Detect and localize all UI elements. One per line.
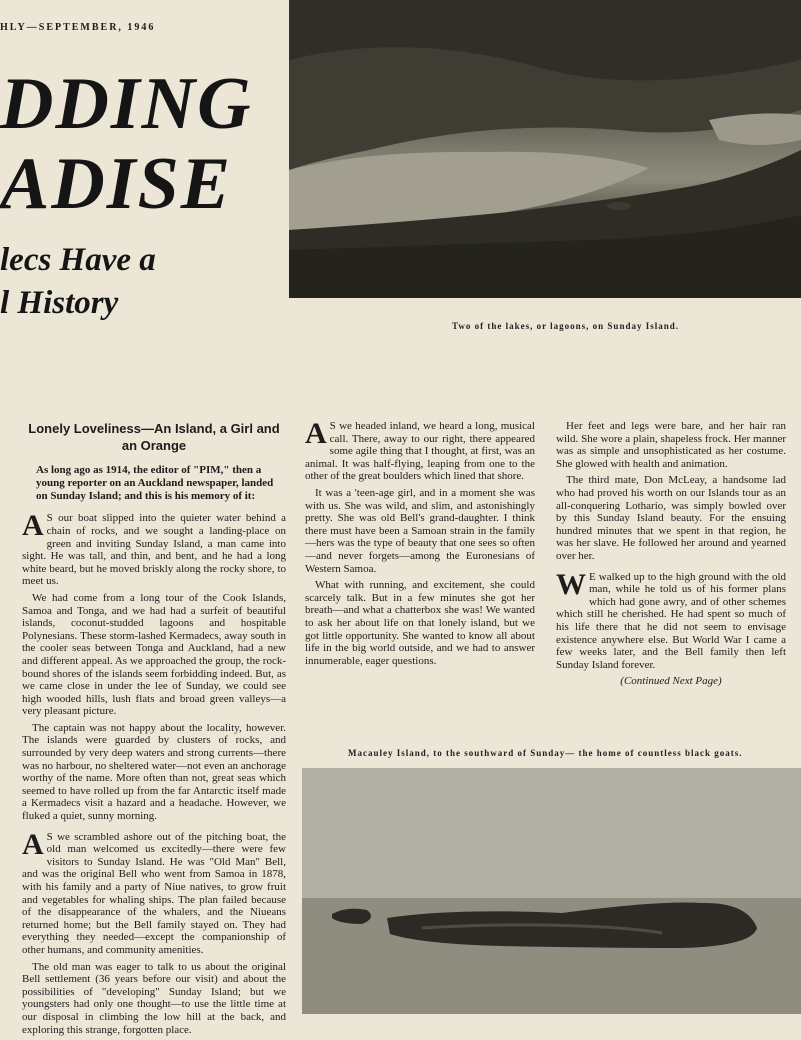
continued-note: (Continued Next Page) — [620, 675, 722, 688]
lagoons-photo-art — [289, 0, 801, 298]
macauley-island-art — [302, 768, 801, 1014]
drop-cap: A — [22, 827, 44, 861]
running-header: HLY—SEPTEMBER, 1946 — [0, 22, 156, 33]
paragraph: A S we scrambled ashore out of the pitching boat, the old man welcomed us excitedly—there were few visitors to Sunday Island. He was "Old Man" Bell, and was the original Bell who went from Samoa in 1878, with his family and a party of Niue natives, to grow fruit and vegetables for whaling ships. The plan failed because of the disappearance of the whalers, and the Niueans returned home; but the Bell family stayed on. They had everything they needed—except the companionship of other humans, and community amenities. — [22, 827, 286, 956]
drop-cap: A — [305, 417, 327, 450]
subtitle-line-1: lecs Have a — [0, 242, 156, 278]
paragraph: The old man was eager to talk to us about the original Bell settlement (36 years before our visit) and about the possibilities of "developing" Sunday Island; but we youngsters had only one thought—to use the little time at our disposal in climbing the low hill at the back, and exploring this strange, forgotten place. — [22, 960, 286, 1036]
paragraph: What with running, and excitement, she could scarcely talk. But in a few minutes she got her breath—and what a chatterbox she was! We wanted to ask her about life on that lonely island, but we got little opportunity. She wanted to know all about life in the big world outside, and we had to answer innumerable, eager questions. — [305, 579, 535, 667]
macauley-island-photo — [302, 768, 801, 1014]
article-subhead: Lonely Loveliness—An Island, a Girl and an Orange — [28, 421, 280, 453]
paragraph: We had come from a long tour of the Cook Islands, Samoa and Tonga, and we had had a surfeit of beautiful islands, coconut-studded lagoons and hospitable Polynesians. These storm-lashed Kermadecs, away south in the cooler seas between Tonga and Auckland, had a new and different appeal. As we approached the group, the rock-bound shores of the islands seem forbidding indeed. But, as we came close in under the lee of Sunday, we could see high wooded hills, lush flats and broad green valleys—a very pleasant picture. — [22, 591, 286, 718]
paragraph: Her feet and legs were bare, and her hair ran wild. She wore a plain, shapeless frock. Her manner was as simple and unsophisticated as her costume. She glowed with health and animation. — [556, 420, 786, 470]
paragraph: The third mate, Don McLeay, a handsome lad who had proved his worth on our Islands tour as an all-conquering Lothario, was simply bowled over by this Sunday Island beauty. For the ensuing hundred minutes that we spent in that region, he was her slave. He followed her around and yearned over her. — [556, 474, 786, 562]
macauley-photo-caption: Macauley Island, to the southward of Sunday— the home of countless black goats. — [348, 748, 743, 758]
drop-cap: A — [22, 509, 44, 543]
title-line-2: ADISE — [0, 143, 233, 225]
subtitle-line-2: l History — [0, 285, 119, 321]
article-intro: As long ago as 1914, the editor of "PIM," then a young reporter on an Auckland newspaper, landed on Sunday Island; and this is his memory of it: — [36, 464, 274, 502]
article-column-2 — [305, 417, 535, 671]
paragraph: W E walked up to the high ground with the old man, while he told us of his former plans which had gone awry, and of other schemes which still he cherished. He had spent so much of his life there that he did not seem to envisage existence anywhere else. But World War I came a few weeks later, and the Bell family then left Sunday Island forever. — [556, 567, 786, 671]
drop-cap: W — [556, 567, 586, 601]
article-column-3 — [556, 420, 786, 688]
article-column-1 — [22, 420, 286, 1040]
paragraph: A S our boat slipped into the quieter water behind a chain of rocks, and we sought a landing-place on green and inviting Sunday Island, a man came into sight. He was tall, and thin, and bent, and he had a long white beard, but he moved briskly along the rocky shore, to meet us. — [22, 509, 286, 588]
lagoons-photo — [289, 0, 801, 298]
paragraph: The captain was not happy about the locality, however. The islands were guarded by clusters of rocks, and surrounded by very deep waters and strong currents—there was no harbour, no sheltered water—not even an anchorage worthy of the name. More often than not, great seas which seemed to have rolled up from the far Antarctic itself made a Kermadecs visit a hazard and a headache. However, we fluked a quiet, sunny morning. — [22, 721, 286, 823]
paragraph: It was a 'teen-age girl, and in a moment she was with us. She was wild, and slim, and astonishingly pretty. She was old Bell's grand-daughter. I think there must have been a Samoan strain in the family—hers was the type of beauty that one sees so often—and never forgets—among the Euronesians of Western Samoa. — [305, 486, 535, 575]
paragraph: A S we headed inland, we heard a long, musical call. There, away to our right, there appeared some agile thing that I thought, at first, was an animal. It was half-flying, leaping from one to the other of the great boulders which lined that shore. — [305, 417, 535, 483]
lagoons-photo-caption: Two of the lakes, or lagoons, on Sunday Island. — [452, 321, 679, 331]
title-line-1: DDING — [0, 63, 253, 145]
